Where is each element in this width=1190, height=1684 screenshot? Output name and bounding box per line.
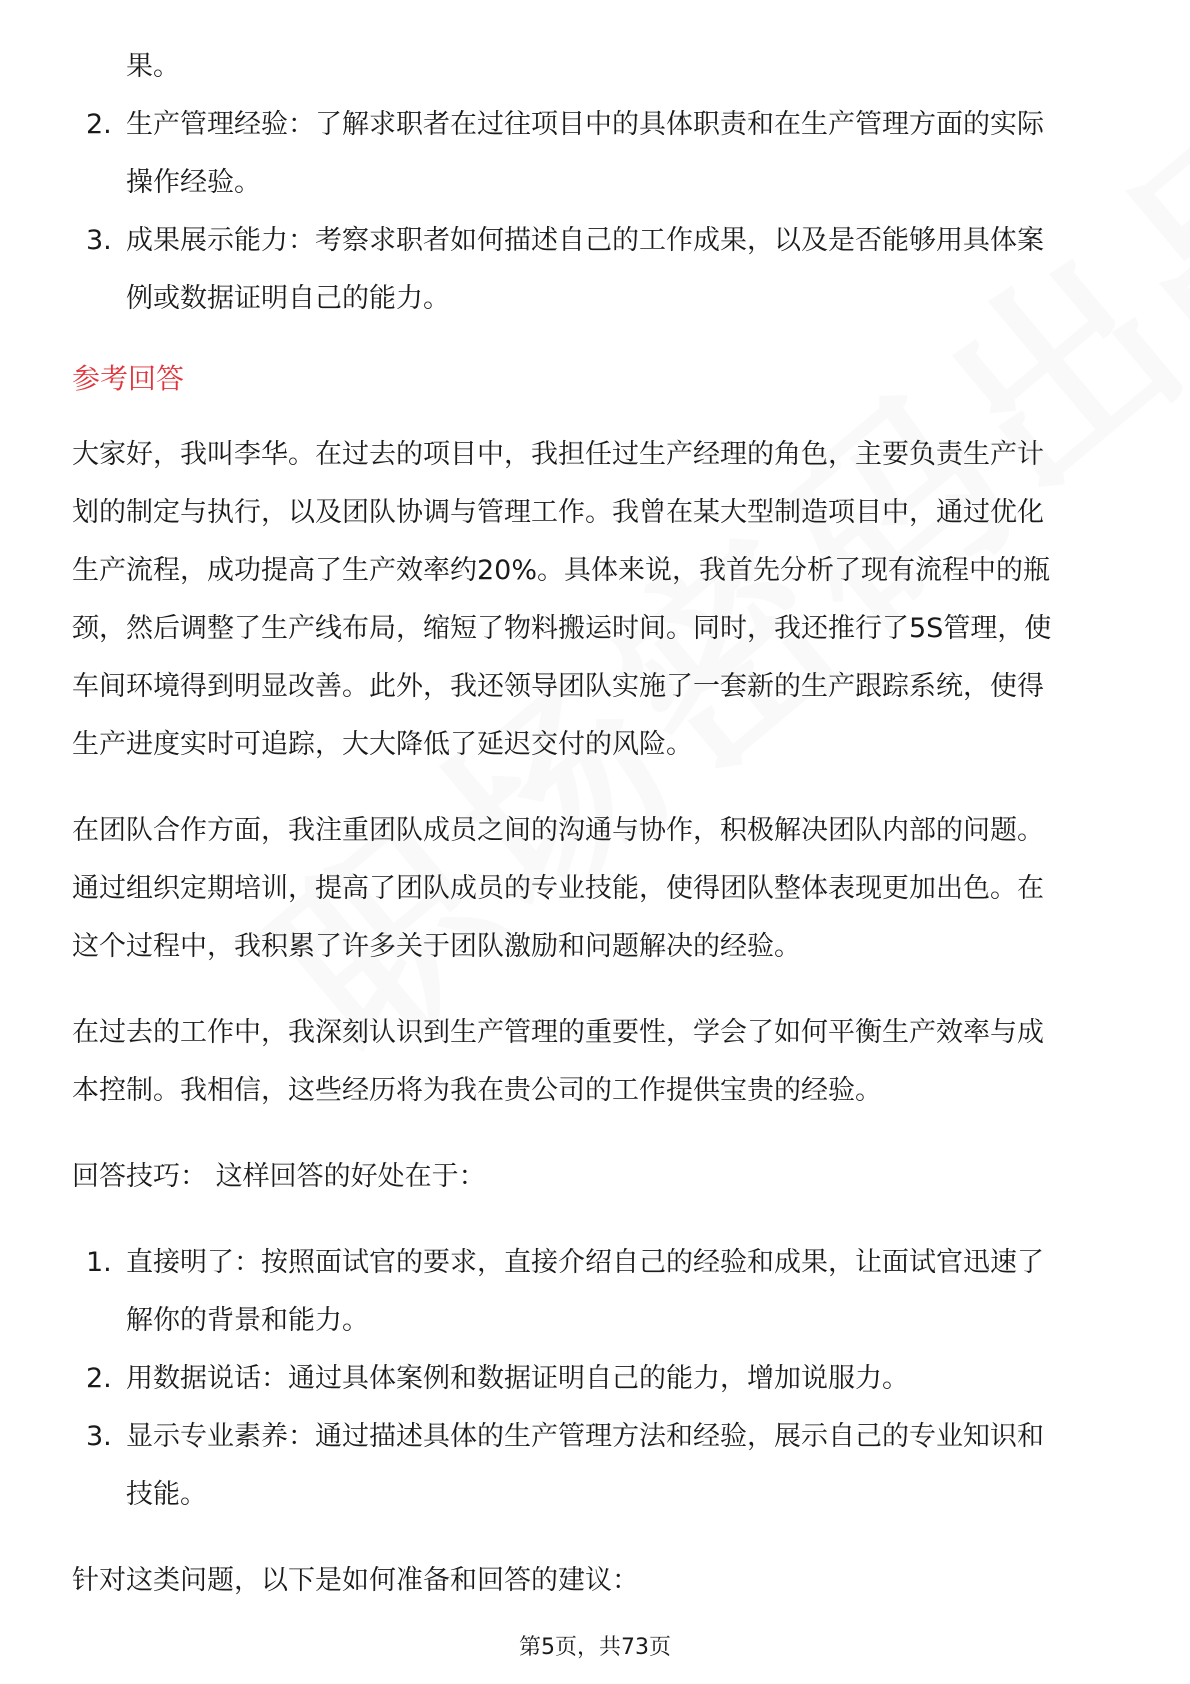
list-item-text: 成果展示能力：考察求职者如何描述自己的工作成果，以及是否能够用具体案 <box>126 225 1044 256</box>
tips-intro <box>72 1148 1120 1206</box>
paragraph <box>72 426 1120 774</box>
list-item-text: 操作经验。 <box>126 167 261 198</box>
list-number: 2. <box>86 109 112 140</box>
paragraph-line: 在团队合作方面，我注重团队成员之间的沟通与协作，积极解决团队内部的问题。 <box>72 815 1044 846</box>
paragraph-line: 大家好，我叫李华。在过去的项目中，我担任过生产经理的角色，主要负责生产计 <box>72 439 1044 470</box>
list-item-text: 直接明了：按照面试官的要求，直接介绍自己的经验和成果，让面试官迅速了 <box>126 1247 1044 1278</box>
list-item-text: 解你的背景和能力。 <box>126 1305 369 1336</box>
list-number: 1. <box>86 1247 112 1278</box>
list-number: 3. <box>86 225 112 256</box>
list-item-text: 生产管理经验：了解求职者在过往项目中的具体职责和在生产管理方面的实际 <box>126 109 1044 140</box>
paragraph-line: 通过组织定期培训，提高了团队成员的专业技能，使得团队整体表现更加出色。在 <box>72 873 1044 904</box>
list-item-text: 果。 <box>126 51 180 82</box>
assessment-list <box>72 96 1120 328</box>
paragraph-line: 划的制定与执行，以及团队协调与管理工作。我曾在某大型制造项目中，通过优化 <box>72 497 1044 528</box>
list-number: 2. <box>86 1363 112 1394</box>
paragraph <box>72 1004 1120 1120</box>
paragraph-line: 颈，然后调整了生产线布局，缩短了物料搬运时间。同时，我还推行了5S管理，使 <box>72 613 1052 644</box>
paragraph-line: 回答技巧： 这样回答的好处在于： <box>72 1161 486 1192</box>
paragraph <box>72 802 1120 976</box>
list-item-text: 显示专业素养：通过描述具体的生产管理方法和经验，展示自己的专业知识和 <box>126 1421 1044 1452</box>
paragraph-line: 车间环境得到明显改善。此外，我还领导团队实施了一套新的生产跟踪系统，使得 <box>72 671 1044 702</box>
list-item-text: 例或数据证明自己的能力。 <box>126 283 450 314</box>
list-item <box>72 1350 1120 1408</box>
tips-list <box>72 1234 1120 1524</box>
list-item <box>72 1408 1120 1524</box>
paragraph-line: 本控制。我相信，这些经历将为我在贵公司的工作提供宝贵的经验。 <box>72 1075 882 1106</box>
paragraph-line: 这个过程中，我积累了许多关于团队激励和问题解决的经验。 <box>72 931 801 962</box>
list-item <box>72 1234 1120 1350</box>
paragraph-line: 生产进度实时可追踪，大大降低了延迟交付的风险。 <box>72 729 693 760</box>
page-content <box>72 38 1120 1610</box>
list-item-tail <box>72 38 1120 96</box>
list-item-text: 用数据说话：通过具体案例和数据证明自己的能力，增加说服力。 <box>126 1363 909 1394</box>
section-heading: 参考回答 <box>72 362 185 395</box>
list-item-text: 技能。 <box>126 1479 207 1510</box>
list-number: 3. <box>86 1421 112 1452</box>
list-item <box>72 96 1120 212</box>
list-item <box>72 212 1120 328</box>
paragraph-line: 在过去的工作中，我深刻认识到生产管理的重要性，学会了如何平衡生产效率与成 <box>72 1017 1044 1048</box>
paragraph-line: 生产流程，成功提高了生产效率约20%。具体来说，我首先分析了现有流程中的瓶 <box>72 555 1051 586</box>
closing-text: 针对这类问题，以下是如何准备和回答的建议： <box>72 1565 639 1596</box>
page-number: 第5页，共73页 <box>519 1635 671 1660</box>
